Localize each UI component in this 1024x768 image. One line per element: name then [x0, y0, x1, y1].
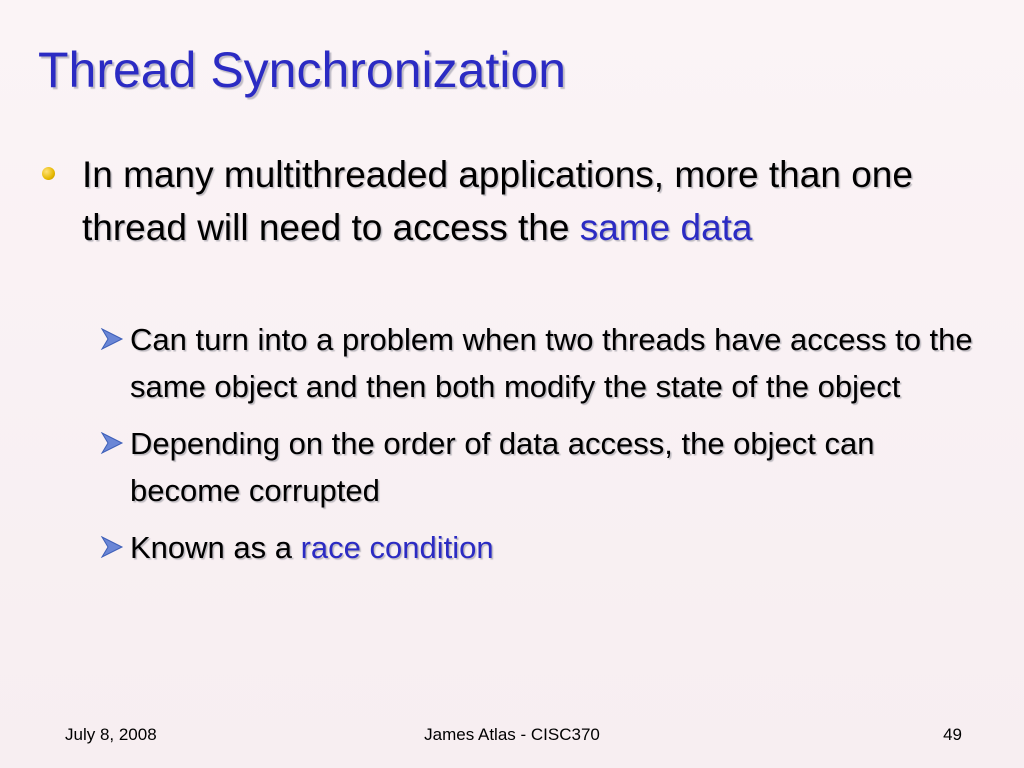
sub-bullet-list	[98, 316, 978, 581]
round-bullet-icon	[42, 167, 55, 180]
sub-bullet-text: Known as a	[130, 530, 301, 565]
sub-bullet-item	[98, 524, 978, 571]
sub-bullet-highlight: race condition	[300, 530, 494, 565]
arrow-bullet-icon	[100, 536, 124, 558]
sub-bullet-text: Can turn into a problem when two threads have access to the same object and then both modify the state of the object	[130, 322, 973, 404]
footer-date: July 8, 2008	[65, 725, 157, 744]
footer-author-course: James Atlas - CISC370	[424, 725, 600, 744]
main-bullet-highlight: same data	[579, 207, 753, 248]
main-bullet	[30, 148, 930, 254]
slide-title: Thread Synchronization	[38, 42, 567, 98]
page-number: 49	[943, 725, 962, 744]
main-bullet-text-plain: In many multithreaded applications, more than one thread will need to access the	[82, 154, 913, 248]
sub-bullet-item	[98, 420, 978, 514]
arrow-bullet-icon	[100, 328, 124, 350]
main-bullet-text	[82, 148, 930, 254]
sub-bullet-item	[98, 316, 978, 410]
sub-bullet-text: Depending on the order of data access, the object can become corrupted	[130, 426, 875, 508]
arrow-bullet-icon	[100, 432, 124, 454]
